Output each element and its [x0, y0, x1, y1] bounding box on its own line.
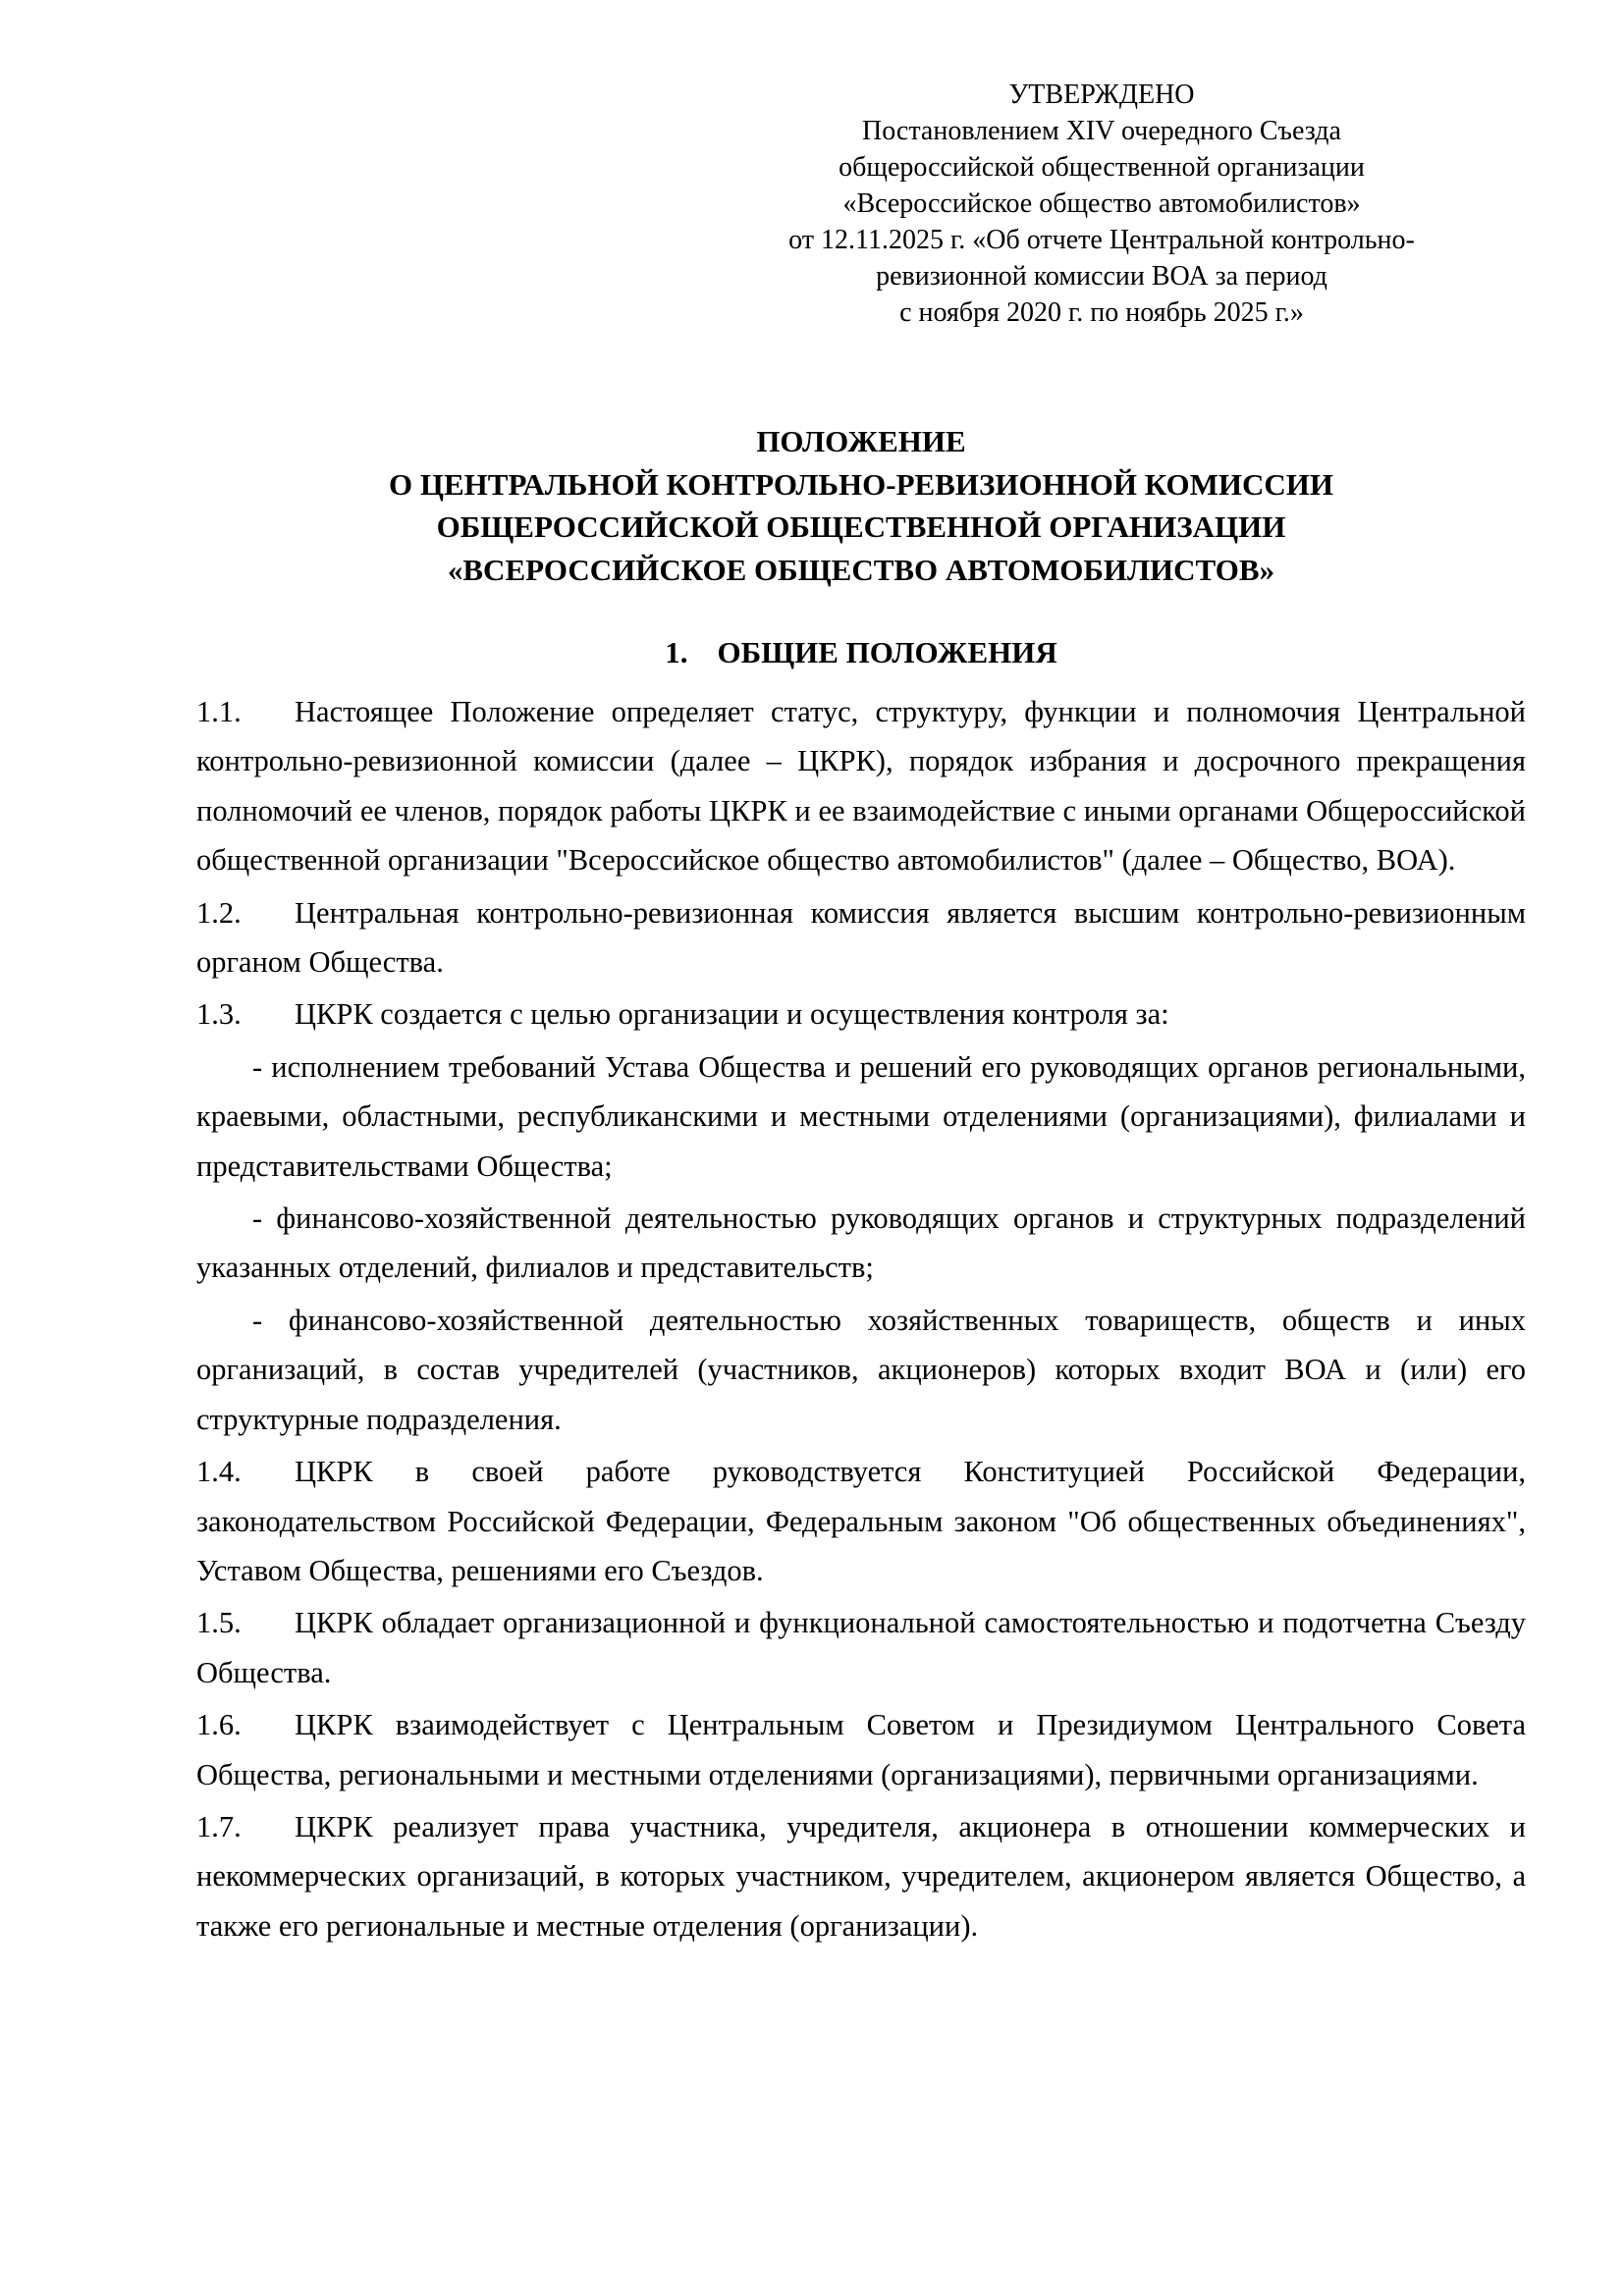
list-item: - исполнением требований Устава Общества и решений его руководящих органов региональными, краевыми, областными, республиканскими и местными отделениями (организациями), филиалами и представительствами Общества; [196, 1049, 1526, 1183]
paragraph-1-4 [196, 1447, 1526, 1595]
section-number: 1. [665, 635, 688, 669]
title-line: ОБЩЕРОССИЙСКОЙ ОБЩЕСТВЕННОЙ ОРГАНИЗАЦИИ [436, 509, 1286, 544]
list-item: - финансово-хозяйственной деятельностью хозяйственных товариществ, обществ и иных организаций, в состав учредителей (участников, акционеров) которых входит ВОА и (или) его структурные подразделения. [196, 1303, 1526, 1436]
paragraph-text: ЦКРК реализует права участника, учредителя, акционера в отношении коммерческих и некоммерческих организаций, в которых участником, учредителем, акционером является Общество, а также его региональные и местные отделения (организации). [196, 1809, 1526, 1943]
title-line: ПОЛОЖЕНИЕ [756, 424, 966, 458]
paragraph-number: 1.7. [196, 1809, 242, 1843]
approval-line: ревизионной комиссии ВОА за период [876, 261, 1327, 292]
paragraph-text: Настоящее Положение определяет статус, структуру, функции и полномочия Центральной контрольно-ревизионной комиссии (далее – ЦКРК), порядок избрания и досрочного прекращения полномочий ее членов, порядок работы ЦКРК и ее взаимодействие с иными органами Общероссийской общественной организации "Всероссийское общество автомобилистов" (далее – Общество, ВОА). [196, 695, 1526, 878]
approval-stamp-block [725, 77, 1479, 331]
approval-line: с ноября 2020 г. по ноябрь 2025 г.» [899, 297, 1304, 328]
approval-line: от 12.11.2025 г. «Об отчете Центральной контрольно- [788, 225, 1415, 255]
section-heading [196, 633, 1526, 672]
list-item: - финансово-хозяйственной деятельностью руководящих органов и структурных подразделений указанных отделений, филиалов и представительств; [196, 1201, 1526, 1285]
document-title [196, 420, 1526, 591]
approval-line: Постановлением XIV очередного Съезда [862, 116, 1341, 146]
paragraph-1-1 [196, 687, 1526, 885]
paragraph-1-2 [196, 888, 1526, 988]
paragraph-number: 1.6. [196, 1708, 242, 1742]
paragraph-number: 1.2. [196, 895, 242, 930]
approval-heading: УТВЕРЖДЕНО [1008, 80, 1195, 110]
title-line: «ВСЕРОССИЙСКОЕ ОБЩЕСТВО АВТОМОБИЛИСТОВ» [447, 552, 1275, 587]
paragraph-1-7 [196, 1802, 1526, 1950]
paragraph-number: 1.5. [196, 1606, 242, 1640]
paragraph-1-6 [196, 1700, 1526, 1799]
paragraph-text: ЦКРК обладает организационной и функциональной самостоятельностью и подотчетна Съезду Общества. [196, 1606, 1526, 1689]
document-body [196, 687, 1526, 1953]
paragraph-text: ЦКРК в своей работе руководствуется Конституцией Российской Федерации, законодательством Российской Федерации, Федеральным законом "Об общественных объединениях", Уставом Общества, решениями его Съездов. [196, 1455, 1526, 1587]
paragraph-text: Центральная контрольно-ревизионная комиссия является высшим контрольно-ревизионным органом Общества. [196, 895, 1526, 980]
approval-line: общероссийской общественной организации [839, 152, 1365, 183]
paragraph-number: 1.1. [196, 695, 242, 728]
title-line: О ЦЕНТРАЛЬНОЙ КОНТРОЛЬНО-РЕВИЗИОННОЙ КОМИССИИ [389, 466, 1333, 502]
section-title: ОБЩИЕ ПОЛОЖЕНИЯ [717, 635, 1057, 669]
paragraph-number: 1.4. [196, 1455, 242, 1489]
paragraph-text: ЦКРК создается с целью организации и осуществления контроля за: [295, 997, 1169, 1032]
paragraph-1-3 [196, 989, 1526, 1039]
paragraph-number: 1.3. [196, 997, 242, 1032]
paragraph-text: ЦКРК взаимодействует с Центральным Советом и Президиумом Центрального Совета Общества, региональными и местными отделениями (организациями), первичными организациями. [196, 1708, 1526, 1791]
approval-line: «Всероссийское общество автомобилистов» [842, 188, 1361, 219]
paragraph-1-5 [196, 1598, 1526, 1697]
